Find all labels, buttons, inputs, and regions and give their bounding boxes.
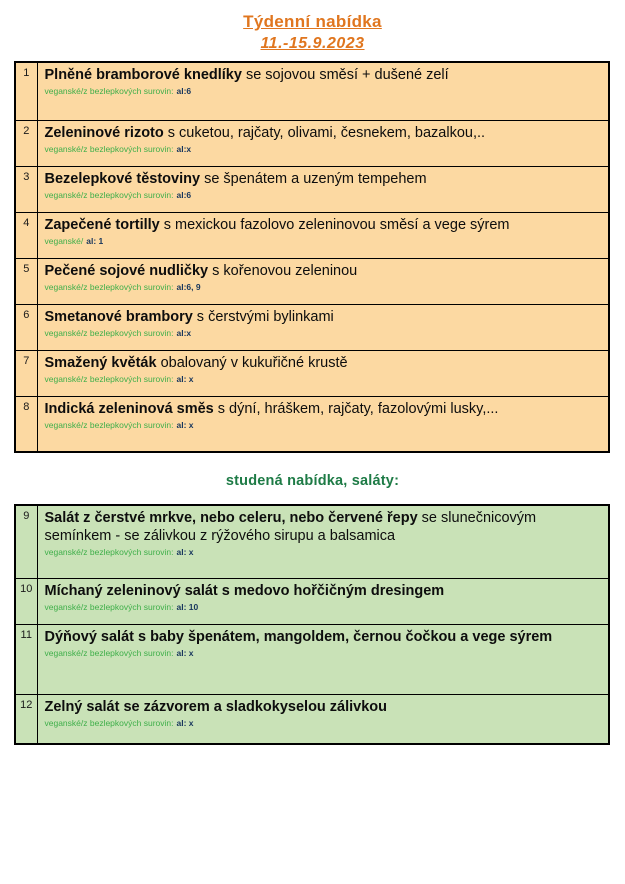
diet-label: veganské/: [44, 235, 84, 246]
diet-label: veganské/z bezlepkových surovin:: [44, 717, 174, 728]
dish-name: Salát z čerstvé mrkve, nebo celeru, nebo červené řepy se slunečnicovým semínkem - se zálivkou z rýžového sirupu a balsamica: [44, 510, 537, 545]
allergen-line: [45, 420, 601, 431]
allergen-code: al: x: [176, 373, 194, 384]
dish-name: Indická zeleninová směs s dýní, hráškem, rajčaty, fazolovými lusky,...: [44, 400, 499, 417]
dish-cell: [37, 505, 609, 578]
date-range: 11.-15.9.2023: [260, 35, 365, 52]
dish-cell: [37, 624, 609, 694]
diet-label: veganské/z bezlepkových surovin:: [44, 281, 174, 292]
dish-name: Dýňový salát s baby špenátem, mangoldem, černou čočkou a vege sýrem: [44, 628, 553, 645]
diet-label: veganské/z bezlepkových surovin:: [44, 601, 174, 612]
diet-label: veganské/z bezlepkových surovin:: [44, 547, 174, 558]
allergen-code: al: 10: [176, 601, 199, 612]
diet-label: veganské/z bezlepkových surovin:: [44, 647, 174, 658]
allergen-line: [45, 718, 601, 729]
table-row: [15, 694, 609, 744]
row-number: 6: [15, 304, 37, 350]
dish-description: se slunečnicovým semínkem - se zálivkou z rýžového sirupu a balsamica: [44, 510, 537, 545]
dish-description: s dýní, hráškem, rajčaty, fazolovými lusky,...: [213, 400, 499, 417]
table-row: [15, 350, 609, 396]
row-number: 2: [15, 120, 37, 166]
dish-name: Zeleninové rizoto s cuketou, rajčaty, olivami, česnekem, bazalkou,..: [44, 124, 486, 141]
dish-name: Plněné bramborové knedlíky se sojovou směsí + dušené zelí: [44, 67, 449, 83]
table-row: [15, 62, 609, 120]
dish-name: Míchaný zeleninový salát s medovo hořčičným dresingem: [44, 582, 445, 599]
row-number: 10: [15, 578, 37, 624]
dish-name: Zelný salát se zázvorem a sladkokyselou zálivkou: [44, 698, 388, 715]
dish-cell: [37, 258, 609, 304]
dish-description: se špenátem a uzeným tempehem: [200, 170, 427, 187]
dish-name: Pečené sojové nudličky s kořenovou zeleninou: [44, 262, 358, 279]
dish-description: s cuketou, rajčaty, olivami, česnekem, bazalkou,..: [163, 124, 486, 141]
table-row: [15, 258, 609, 304]
row-number: 9: [15, 505, 37, 578]
diet-label: veganské/z bezlepkových surovin:: [44, 419, 174, 430]
row-number: 7: [15, 350, 37, 396]
allergen-line: [45, 328, 601, 339]
dish-cell: [37, 396, 609, 452]
dish-name: Smažený květák obalovaný v kukuřičné krustě: [44, 354, 348, 371]
allergen-line: [45, 282, 601, 293]
table-row: [15, 624, 609, 694]
row-number: 8: [15, 396, 37, 452]
diet-label: veganské/z bezlepkových surovin:: [44, 86, 174, 97]
allergen-code: al:x: [176, 327, 192, 338]
row-number: 4: [15, 212, 37, 258]
diet-label: veganské/z bezlepkových surovin:: [44, 189, 174, 200]
allergen-line: [45, 86, 601, 97]
allergen-line: [45, 374, 601, 385]
table-row: [15, 166, 609, 212]
table-row: [15, 212, 609, 258]
dish-description: s mexickou fazolovo zeleninovou směsí a vege sýrem: [159, 216, 510, 233]
dish-name: Smetanové brambory s čerstvými bylinkami: [44, 308, 334, 325]
table-row: [15, 304, 609, 350]
diet-label: veganské/z bezlepkových surovin:: [44, 327, 174, 338]
dish-cell: [37, 166, 609, 212]
allergen-code: al:x: [176, 143, 192, 154]
cold-menu-table: [14, 504, 610, 745]
dish-description: obalovaný v kukuřičné krustě: [156, 354, 348, 371]
dish-cell: [37, 694, 609, 744]
allergen-code: al: x: [176, 647, 194, 658]
allergen-line: [45, 236, 601, 247]
table-row: [15, 578, 609, 624]
dish-name: Zapečené tortilly s mexickou fazolovo zeleninovou směsí a vege sýrem: [44, 216, 510, 233]
row-number: 5: [15, 258, 37, 304]
allergen-line: [45, 547, 601, 558]
dish-name: Bezelepkové těstoviny se špenátem a uzeným tempehem: [44, 170, 427, 187]
dish-description: s kořenovou zeleninou: [208, 262, 358, 279]
allergen-line: [45, 190, 601, 201]
allergen-code: al:6: [176, 189, 192, 200]
table-row: [15, 505, 609, 578]
allergen-line: [45, 602, 601, 613]
dish-cell: [37, 304, 609, 350]
dish-cell: [37, 62, 609, 120]
page-title: Týdenní nabídka: [243, 12, 382, 31]
diet-label: veganské/z bezlepkových surovin:: [44, 373, 174, 384]
allergen-code: al: 1: [86, 235, 104, 246]
allergen-line: [45, 648, 601, 659]
row-number: 1: [15, 62, 37, 120]
row-number: 12: [15, 694, 37, 744]
row-number: 3: [15, 166, 37, 212]
dish-cell: [37, 212, 609, 258]
allergen-code: al: x: [176, 717, 194, 728]
page-header: [0, 0, 625, 53]
cold-menu-heading: studená nabídka, saláty:: [225, 473, 400, 489]
dish-cell: [37, 120, 609, 166]
hot-menu-table: [14, 61, 610, 453]
dish-description: s čerstvými bylinkami: [192, 308, 334, 325]
table-row: [15, 396, 609, 452]
allergen-code: al: x: [176, 547, 194, 558]
dish-description: se sojovou směsí + dušené zelí: [241, 67, 449, 83]
diet-label: veganské/z bezlepkových surovin:: [44, 143, 174, 154]
allergen-line: [45, 144, 601, 155]
allergen-code: al:6, 9: [176, 281, 201, 292]
dish-cell: [37, 578, 609, 624]
allergen-code: al:6: [176, 86, 192, 97]
row-number: 11: [15, 624, 37, 694]
table-row: [15, 120, 609, 166]
dish-cell: [37, 350, 609, 396]
allergen-code: al: x: [176, 419, 194, 430]
